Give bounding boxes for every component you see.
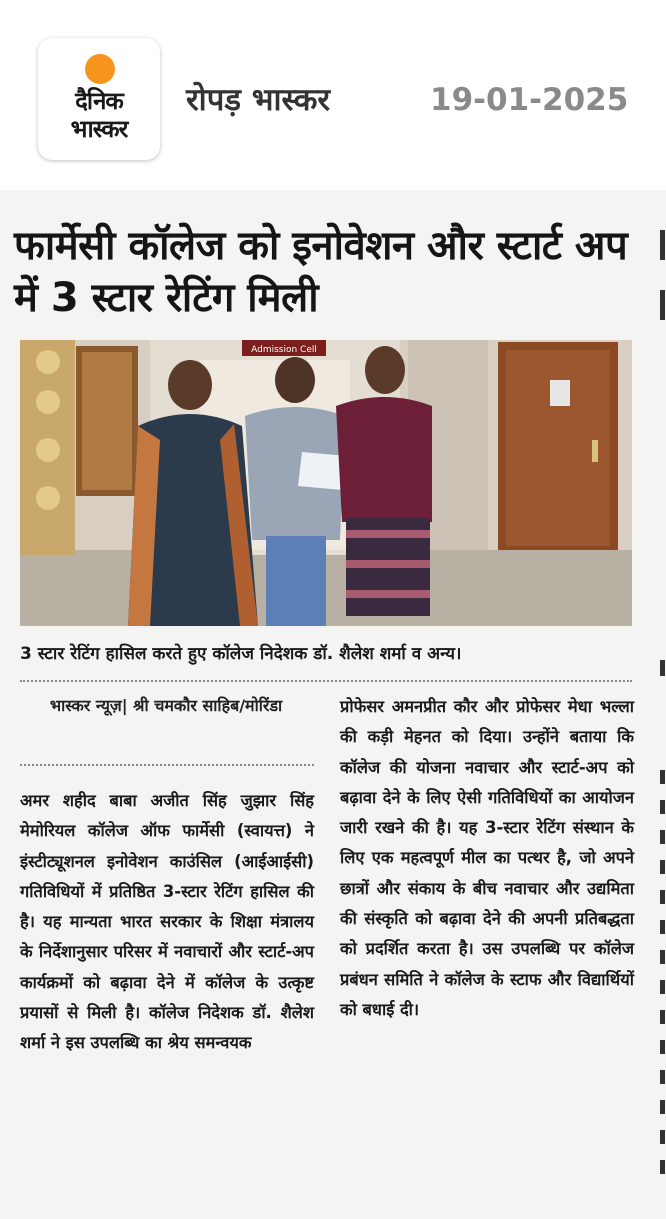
dainik-bhaskar-logo[interactable] xyxy=(38,38,160,160)
app-header xyxy=(0,0,666,190)
article-photo xyxy=(20,340,632,626)
edge-mark xyxy=(660,660,665,676)
article-headline: फार्मेसी कॉलेज को इनोवेशन और स्टार्ट अप में 3 स्टार रेटिंग मिली xyxy=(14,223,628,321)
edge-mark xyxy=(660,290,665,320)
photo-illustration xyxy=(20,340,632,626)
edge-mark xyxy=(660,230,665,260)
edition-name: रोपड़ भास्कर xyxy=(186,82,331,118)
photo-sign-text: Admission Cell xyxy=(251,345,317,355)
logo-text-line2: भास्कर xyxy=(70,115,128,143)
newspaper-clipping xyxy=(0,190,666,1219)
edition-date: 19-01-2025 xyxy=(430,82,629,118)
adjacent-clipping-edge xyxy=(650,190,666,1219)
caption-divider xyxy=(20,680,632,682)
byline-divider xyxy=(20,764,314,766)
edge-mark xyxy=(660,770,665,1190)
photo-caption: 3 स्टार रेटिंग हासिल करते हुए कॉलेज निदेशक डॉ. शैलेश शर्मा व अन्य। xyxy=(20,644,462,664)
article-byline: भास्कर न्यूज़| श्री चमकौर साहिब/मोरिंडा xyxy=(49,696,283,715)
logo-text-line1: दैनिक xyxy=(75,87,123,115)
article-column-1: अमर शहीद बाबा अजीत सिंह जुझार सिंह मेमोरियल कॉलेज ऑफ फार्मेसी (स्वायत्त) ने इंस्टीट्यूशनल इनोवेशन काउंसिल (आईआईसी) गतिविधियों में प्रतिष्ठित 3-स्टार रेटिंग हासिल की है। यह मान्यता भारत सरकार के शिक्षा मंत्रालय के निर्देशानुसार परिसर में नवाचारों और स्टार्ट-अप कार्यक्रमों को बढ़ावा देने में कॉलेज के उत्कृष्ट प्रयासों से मिली है। कॉलेज निदेशक डॉ. शैलेश शर्मा ने इस उपलब्धि का श्रेय समन्वयक xyxy=(20,791,314,1053)
article-column-2: प्रोफेसर अमनप्रीत कौर और प्रोफेसर मेधा भल्ला की कड़ी मेहनत को दिया। उन्होंने बताया कि कॉलेज की योजना नवाचार और स्टार्ट-अप को बढ़ावा देने के लिए ऐसी गतिविधियों का आयोजन जारी रखने की है। यह 3-स्टार रेटिंग संस्थान के लिए एक महत्वपूर्ण मील का पत्थर है, जो अपने छात्रों और संकाय के बीच नवाचार और उद्यमिता की संस्कृति को बढ़ावा देने की अपनी प्रतिबद्धता को प्रदर्शित करता है। उस उपलब्धि पर कॉलेज प्रबंधन समिति ने कॉलेज के स्टाफ और विद्यार्थियों को बधाई दी। xyxy=(340,697,634,1019)
sun-logo-icon xyxy=(85,54,115,84)
